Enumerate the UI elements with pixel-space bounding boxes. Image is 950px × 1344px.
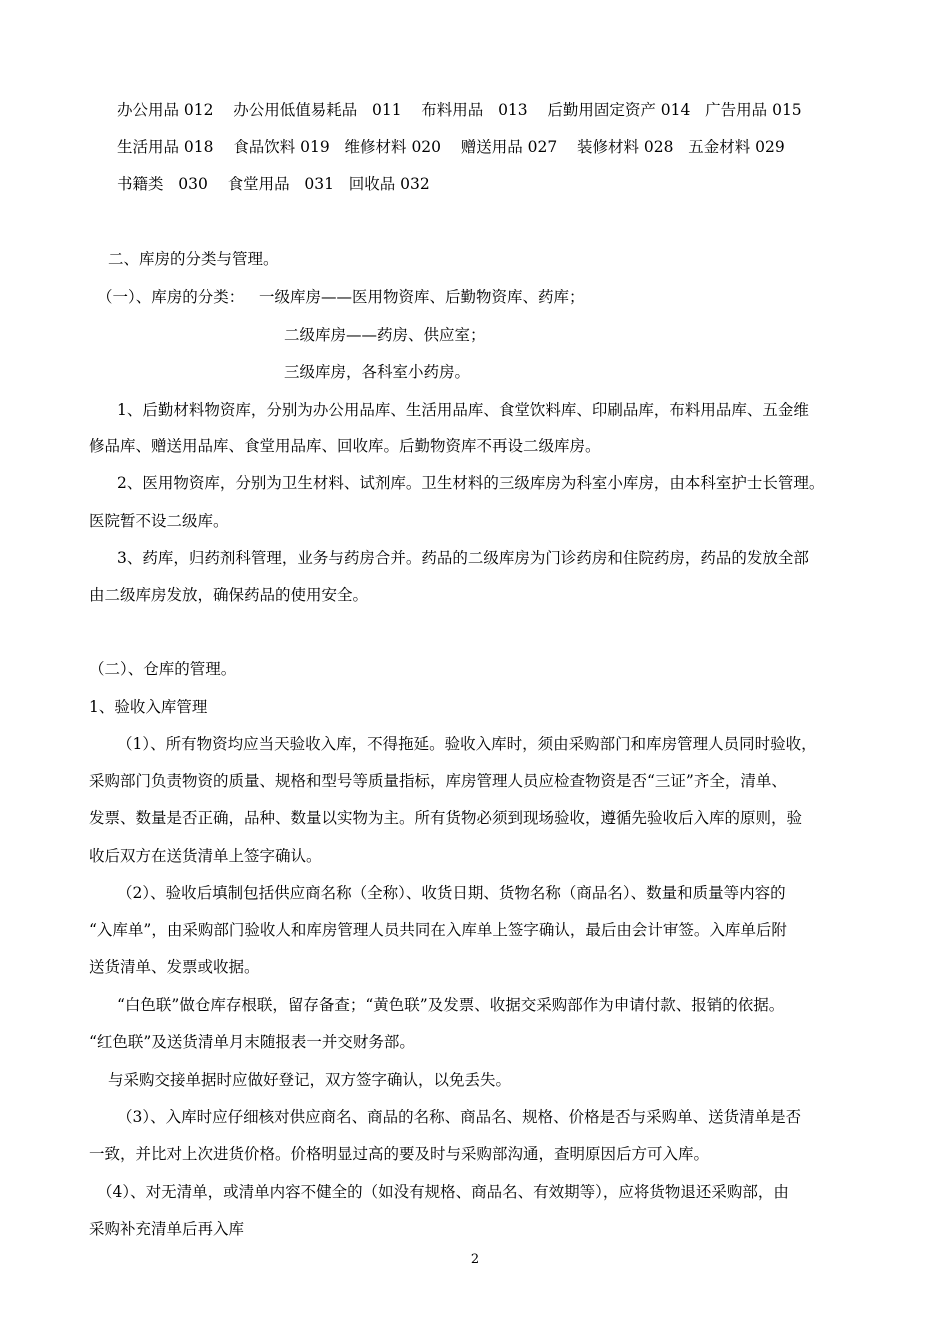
paragraph-line: 修品库、赠送用品库、食堂用品库、回收库。后勤物资库不再设二级库房。 [89, 437, 601, 455]
subsection-heading: （一）、库房的分类： 一级库房——医用物资库、后勤物资库、药库； [97, 288, 585, 306]
paragraph-line: 医院暂不设二级库。 [89, 512, 229, 530]
paragraph-line: 与采购交接单据时应做好登记，双方签字确认，以免丢失。 [108, 1071, 512, 1089]
paragraph-line: 由二级库房发放，确保药品的使用安全。 [89, 586, 369, 604]
paragraph-line: 采购部门负责物资的质量、规格和型号等质量指标，库房管理人员应检查物资是否“三证”齐全，清单、 [89, 772, 787, 790]
paragraph-line: 2、医用物资库，分别为卫生材料、试剂库。卫生材料的三级库房为科室小库房，由本科室护士长管理。 [117, 474, 825, 492]
paragraph-line: “入库单”，由采购部门验收人和库房管理人员共同在入库单上签字确认，最后由会计审签。入库单后附 [89, 921, 787, 939]
paragraph-line: 采购补充清单后再入库 [89, 1220, 245, 1238]
paragraph-line: 一致，并比对上次进货价格。价格明显过高的要及时与采购部沟通，查明原因后方可入库。 [89, 1145, 710, 1163]
page-number: 2 [470, 1252, 480, 1267]
paragraph-line: （4）、对无清单，或清单内容不健全的（如没有规格、商品名、有效期等），应将货物退还采购部，由 [97, 1183, 789, 1201]
paragraph-line: “红色联”及送货清单月末随报表一并交财务部。 [89, 1033, 415, 1051]
section-heading: 二、库房的分类与管理。 [108, 250, 279, 268]
category-line-3: 书籍类 030 食堂用品 031 回收品 032 [117, 175, 430, 193]
category-line-2: 生活用品 018 食品饮料 019 维修材料 020 赠送用品 027 装修材料 028 五金材料 029 [117, 138, 785, 156]
warehouse-level-2: 二级库房——药房、供应室； [284, 326, 486, 344]
paragraph-line: 送货清单、发票或收据。 [89, 958, 260, 976]
subsection-item-heading: 1、验收入库管理 [89, 698, 208, 716]
paragraph-line: （2）、验收后填制包括供应商名称（全称）、收货日期、货物名称（商品名）、数量和质量等内容的 [117, 884, 786, 902]
category-line-1: 办公用品 012 办公用低值易耗品 011 布料用品 013 后勤用固定资产 014 广告用品 015 [117, 101, 802, 119]
subsection-heading-2: （二）、仓库的管理。 [89, 660, 237, 678]
paragraph-line: 1、后勤材料物资库，分别为办公用品库、生活用品库、食堂饮料库、印刷品库，布料用品库、五金维 [117, 401, 809, 419]
warehouse-level-3: 三级库房，各科室小药房。 [284, 363, 471, 381]
paragraph-line: 3、药库，归药剂科管理，业务与药房合并。药品的二级库房为门诊药房和住院药房，药品的发放全部 [117, 549, 809, 567]
paragraph-line: （1）、所有物资均应当天验收入库，不得拖延。验收入库时，须由采购部门和库房管理人员同时验收， [117, 735, 817, 753]
paragraph-line: 发票、数量是否正确，品种、数量以实物为主。所有货物必须到现场验收，遵循先验收后入库的原则，验 [89, 809, 803, 827]
paragraph-line: 收后双方在送货清单上签字确认。 [89, 847, 322, 865]
paragraph-line: （3）、入库时应仔细核对供应商名、商品的名称、商品名、规格、价格是否与采购单、送货清单是否 [117, 1108, 802, 1126]
paragraph-line: “白色联”做仓库存根联，留存备查；“黄色联”及发票、收据交采购部作为申请付款、报销的依据。 [117, 996, 785, 1014]
